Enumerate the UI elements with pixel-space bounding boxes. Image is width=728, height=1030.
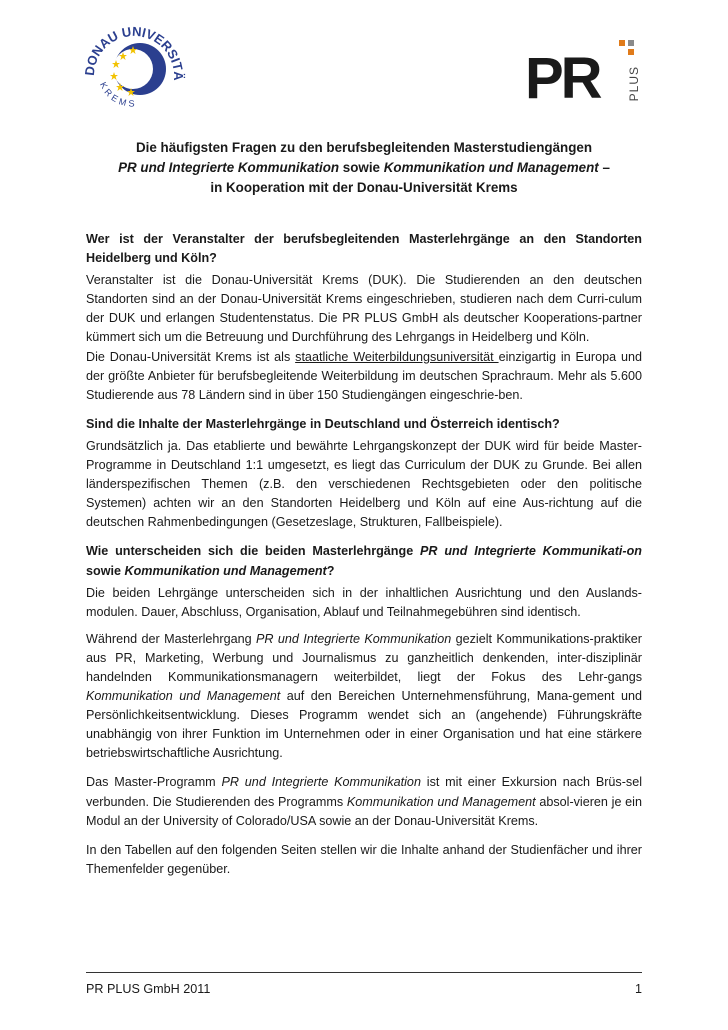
question-diff-text-c: sowie	[86, 563, 125, 578]
pr-plus-logo	[525, 36, 650, 112]
question-diff-program-2: Kommunikation und Management	[124, 563, 327, 578]
question-organizer: Wer ist der Veranstalter der berufsbegleitenden Masterlehrgänge an den Standorten Heidelberg und Köln?	[86, 232, 642, 266]
p2-program-2: Kommunikation und Management	[86, 689, 281, 704]
duk-ring-text-top: DONAU UNIVERSITÄ	[81, 23, 187, 81]
pr-logo-letters: PR	[525, 46, 600, 111]
duk-ring-text-bottom: KREMS	[97, 80, 138, 109]
p2-a: Während der Masterlehrgang	[86, 631, 256, 646]
page-number: 1	[634, 982, 642, 996]
p2-e: auf den Bereichen Unternehmensführung, Mana-gement und Persönlichkeitsentwicklung. Dieses Programm wendet sich an (angehende) Führungskräfte unabhängig von ihrer Funktion im Unternehmen oder in einer Organisation und hat eine stärkere betriebswirtschaftliche Ausrichtung.	[86, 689, 642, 761]
answer-organizer-p1: Veranstalter ist die Donau-Universität Krems (DUK). Die Studierenden an den deutschen Standorten sind an der Donau-Universität Krems eingeschrieben, studieren nach dem Curri-culum der DUK und erlangen Studentenstatus. Die PR PLUS GmbH als deutscher Kooperations-partner kümmert sich um die Betreuung und Durchführung des Lehrgangs in Heidelberg und Köln.	[86, 273, 642, 345]
link-staatliche-weiterbildungsuniversitaet[interactable]: staatliche Weiterbildungsuniversität	[295, 349, 499, 364]
title-connector: sowie	[339, 160, 384, 175]
question-diff-program-1: PR und Integrierte Kommunikati-on	[420, 544, 642, 559]
footer-company: PR PLUS GmbH 2011	[86, 982, 211, 996]
title-line-1: Die häufigsten Fragen zu den berufsbegleitenden Masterstudiengängen	[135, 140, 593, 155]
p3-a: Das Master-Programm	[86, 775, 222, 790]
answer-p2-text-a: Die Donau-Universität Krems ist als	[86, 349, 296, 364]
title-line-3: in Kooperation mit der Donau-Universität Krems	[210, 180, 518, 195]
question-diff-mark: ?	[326, 563, 335, 578]
answer-identical-content: Grundsätzlich ja. Das etablierte und bewährte Lehrgangskonzept der DUK wird für beide Master-Programme in Deutschland 1:1 umgesetzt, es liegt das Curriculum der DUK zu Grunde. Bei allen länderspezifischen Themen (z.B. den verschiedenen Rechtsgebieten oder den politische Systemen) achten wir an den Standorten Heidelberg und Köln auf eine Aus-richtung auf die deutschen Rahmenbedingungen (Gesetzeslage, Strukturen, Fallbeispiele).	[86, 438, 642, 530]
answer-differences-p3	[86, 773, 642, 830]
p3-program-1: PR und Integrierte Kommunikation	[221, 775, 421, 790]
footer-divider	[86, 972, 642, 973]
title-program-2: Kommunikation und Management	[383, 160, 599, 175]
answer-organizer-p2	[86, 348, 642, 405]
title-program-1: PR und Integrierte Kommunikation	[118, 160, 340, 175]
p3-e: absol-vieren je ein Modul an der University of Colorado/USA sowie an der Donau-Universität Krems.	[86, 794, 642, 828]
logo-square-grey	[628, 40, 634, 46]
p3-program-2: Kommunikation und Management	[346, 794, 536, 809]
question-diff-text-a: Wie unterscheiden sich die beiden Masterlehrgänge	[86, 544, 421, 559]
title-dash: –	[598, 160, 610, 175]
logo-square-orange	[619, 40, 625, 46]
title-line-2	[86, 158, 642, 178]
logo-square-orange-2	[628, 49, 634, 55]
duk-logo-graphic	[78, 14, 190, 114]
p2-program-1: PR und Integrierte Kommunikation	[256, 631, 452, 646]
p3-c: ist mit einer Exkursion nach Brüs-sel verbunden. Die Studierenden des Programms	[86, 775, 643, 809]
answer-differences-p2	[86, 630, 642, 764]
document-body	[86, 230, 642, 879]
question-differences	[86, 542, 642, 580]
donau-universitaet-logo	[78, 14, 190, 114]
pr-logo-plus-text: PLUS	[627, 66, 641, 102]
answer-differences-p1: Die beiden Lehrgänge unterscheiden sich in der inhaltlichen Ausrichtung und den Auslands-modulen. Dauer, Abschluss, Organisation, Ablauf und Teilnahmegebühren sind identisch.	[86, 585, 642, 619]
answer-p2-text-b: einzigartig in Europa und der größte Anbieter für berufsbegleitende Weiterbildung im deutschen Sprachraum. Mehr als 5.600 Studierende aus 78 Ländern sind in über 150 Studiengängen eingeschrie-ben.	[86, 349, 643, 402]
p2-c: gezielt Kommunikations-praktiker aus PR, Marketing, Werbung und Journalismus zu ganzheitlich denkenden, inter-disziplinär handelnden Kommunikationsmanagern weiterbildet, liegt der Fokus des Lehr-gangs	[86, 631, 642, 684]
answer-tables-note: In den Tabellen auf den folgenden Seiten stellen wir die Inhalte anhand der Studienfächer und ihrer Themenfelder gegenüber.	[86, 842, 642, 876]
question-identical-content: Sind die Inhalte der Masterlehrgänge in Deutschland und Österreich identisch?	[86, 416, 560, 431]
document-title	[86, 138, 642, 198]
